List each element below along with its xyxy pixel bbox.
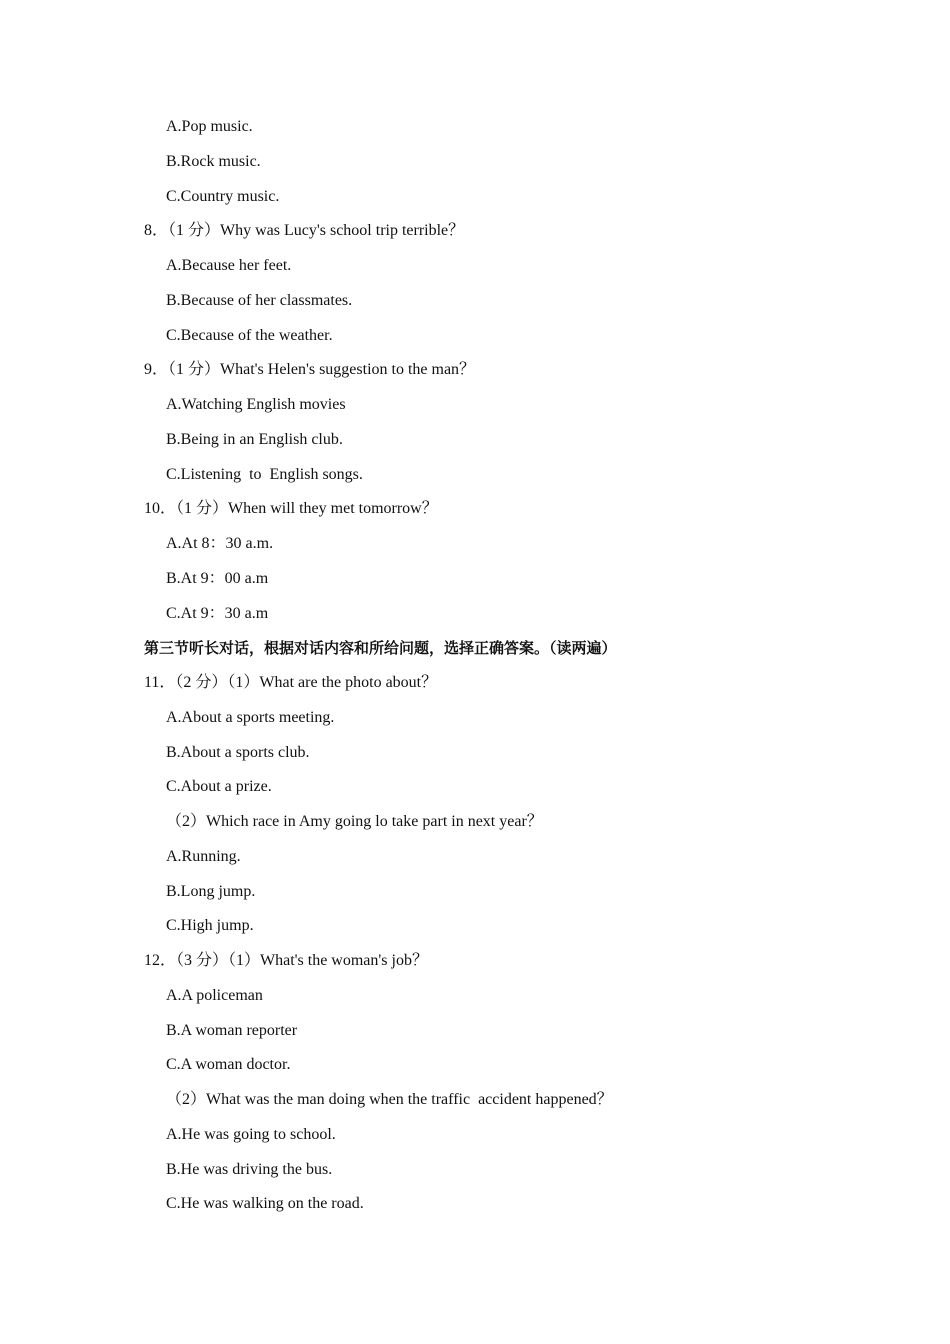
option-11-1c: C.About a prize.	[166, 778, 272, 796]
option-10a: A.At 8：30 a.m.	[166, 535, 274, 552]
option-12-2a: A.He was going to school.	[166, 1125, 336, 1143]
question-12: 12．（3 分）（1）What's the woman's job？	[144, 952, 428, 969]
option-8a: A.Because her feet.	[166, 257, 292, 274]
option-11-2b: B.Long jump.	[166, 882, 256, 900]
option-12-1b: B.A woman reporter	[166, 1021, 298, 1039]
option-7a: A.Pop music.	[166, 118, 253, 135]
option-11-1b: B.About a sports club.	[166, 743, 310, 761]
option-9a: A.Watching English movies	[166, 396, 346, 413]
question-11-2: （2）Which race in Amy going lo take part in next year？	[166, 813, 543, 830]
option-12-2b: B.He was driving the bus.	[166, 1160, 333, 1178]
option-12-2c: C.He was walking on the road.	[166, 1195, 364, 1213]
option-7c: C.Country music.	[166, 187, 280, 205]
option-11-2a: A.Running.	[166, 847, 241, 865]
question-8: 8．（1 分）Why was Lucy's school trip terrible？	[144, 222, 465, 240]
question-9: 9．（1 分）What's Helen's suggestion to the man？	[144, 361, 476, 379]
option-8c: C.Because of the weather.	[166, 326, 333, 344]
option-7b: B.Rock music.	[166, 152, 261, 170]
section-heading: 第三节听长对话，根据对话内容和所给问题，选择正确答案。（读两遍）	[144, 639, 617, 658]
option-12-1c: C.A woman doctor.	[166, 1056, 291, 1074]
option-10c: C.At 9：30 a.m	[166, 604, 269, 622]
question-10: 10．（1 分）When will they met tomorrow？	[144, 500, 438, 518]
option-11-1a: A.About a sports meeting.	[166, 708, 335, 726]
option-12-1a: A.A policeman	[166, 986, 263, 1004]
question-11: 11．（2 分）（1）What are the photo about？	[144, 674, 438, 691]
option-9c: C.Listening to English songs.	[166, 465, 363, 483]
option-10b: B.At 9：00 a.m	[166, 569, 269, 587]
question-12-2: （2）What was the man doing when the traffic accident happened？	[166, 1091, 613, 1108]
option-9b: B.Being in an English club.	[166, 430, 343, 448]
option-11-2c: C.High jump.	[166, 917, 254, 935]
option-8b: B.Because of her classmates.	[166, 291, 353, 309]
question-list	[144, 110, 844, 1222]
